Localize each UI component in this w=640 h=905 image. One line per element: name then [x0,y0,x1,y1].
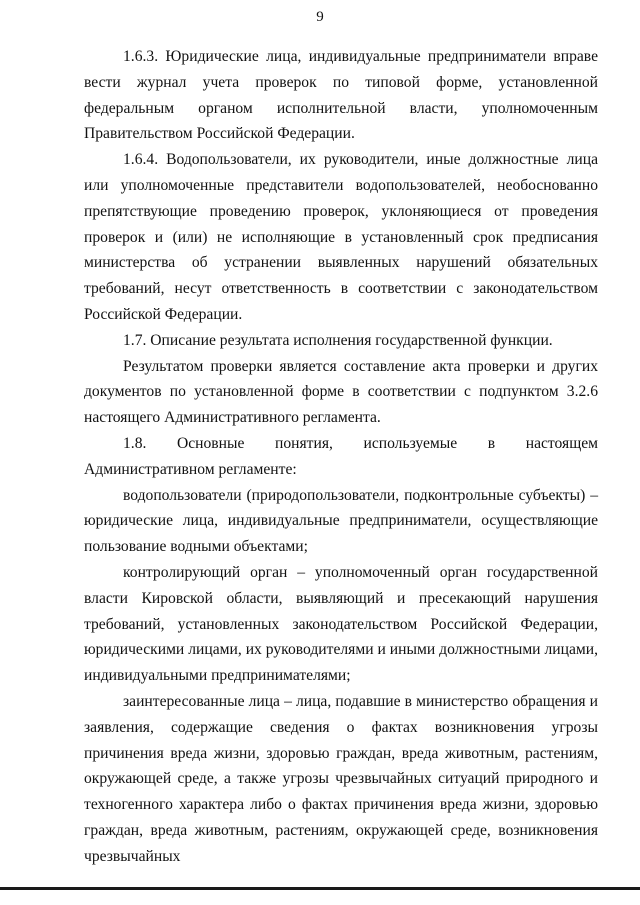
paragraph-1-6-3: 1.6.3. Юридические лица, индивидуальные предприниматели вправе вести журнал учета проверок по типовой форме, установленной федеральным органом исполнительной власти, уполномоченным Правительством Российской Федерации. [84,48,598,143]
paragraph-1-7-heading: 1.7. Описание результата исполнения государственной функции. [123,331,553,349]
page-bottom-border [0,887,640,890]
document-body [84,44,598,870]
page-number: 9 [316,9,324,25]
definition-interested-parties: заинтересованные лица – лица, подавшие в министерство обращения и заявления, содержащие сведения о фактах возникновения угрозы причинения вреда жизни, здоровью граждан, вреда животным, растениям, окружающей среде, а также угрозы чрезвычайных ситуаций природного и техногенного характера либо о фактах причинения вреда жизни, здоровью граждан, вреда животным, растениям, окружающей среде, возникновения чрезвычайных [84,692,598,865]
definition-water-users: водопользователи (природопользователи, подконтрольные субъекты) – юридические лица, индивидуальные предприниматели, осуществляющие пользование водными объектами; [84,486,598,556]
paragraph-1-6-4: 1.6.4. Водопользователи, их руководители, иные должностные лица или уполномоченные представители водопользователей, необоснованно препятствующие проведению проверок, уклоняющиеся от проведения проверок и (или) не исполняющие в установленный срок предписания министерства об устранении выявленных нарушений обязательных требований, несут ответственность в соответствии с законодательством Российской Федерации. [84,151,598,323]
definition-controlling-body: контролирующий орган – уполномоченный орган государственной власти Кировской области, выявляющий и пресекающий нарушения требований, установленных законодательством Российской Федерации, юридическими лицами, их руководителями и иными должностными лицами, индивидуальными предпринимателями; [84,563,598,685]
paragraph-result: Результатом проверки является составление акта проверки и других документов по установленной форме в соответствии с подпунктом 3.2.6 настоящего Административного регламента. [84,357,598,427]
paragraph-1-8-heading: 1.8. Основные понятия, используемые в настоящем Административном регламенте: [84,434,598,478]
